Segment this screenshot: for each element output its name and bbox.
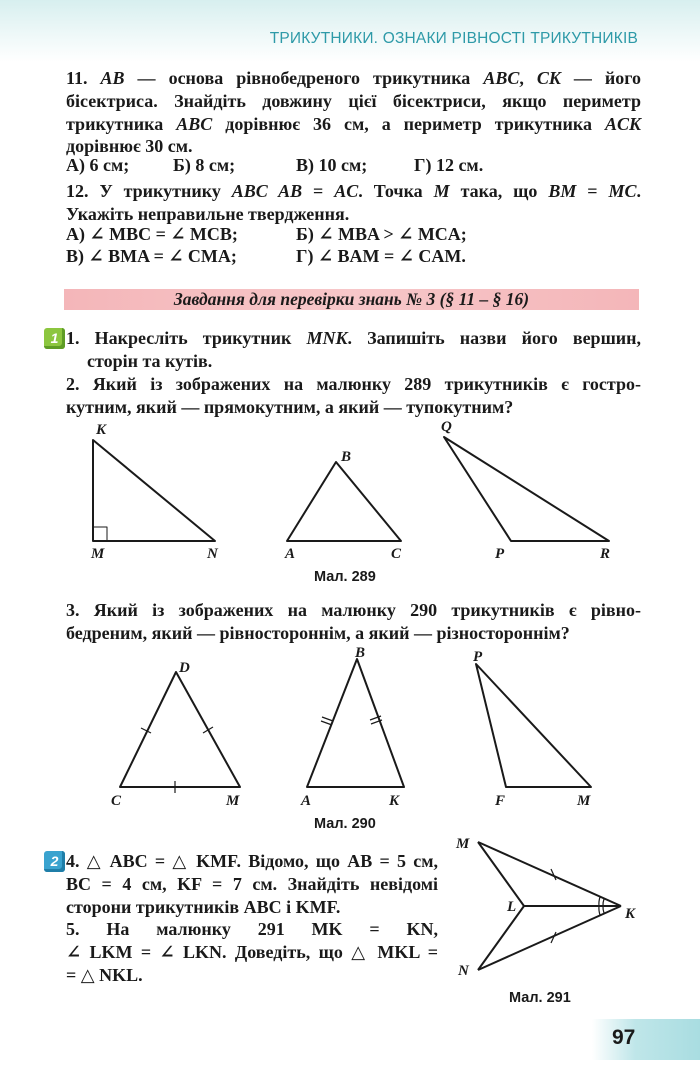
- tick-mk: [551, 869, 556, 880]
- caption-291: Мал. 291: [509, 990, 571, 1006]
- label-l4: L: [507, 899, 517, 915]
- label-k2: K: [389, 793, 400, 809]
- right-triangle-kmn: [93, 440, 215, 541]
- tick-dm: [203, 727, 213, 733]
- angle-arc-upper-2: [603, 899, 604, 906]
- equilateral-triangle-dcm: [120, 672, 240, 787]
- label-n: N: [207, 546, 218, 562]
- task-3: [66, 599, 641, 645]
- scalene-triangle-pfm: [476, 664, 591, 787]
- label-m: M: [91, 546, 105, 562]
- answer-12-c: В) ∠ BMA = ∠ CMA;: [66, 246, 237, 266]
- angle-arc-upper: [599, 897, 600, 906]
- isosceles-triangle-bak: [307, 659, 404, 787]
- tick-bk-2: [371, 720, 382, 724]
- acute-triangle-abc: [287, 462, 401, 541]
- task-2: [66, 373, 641, 419]
- answer-11-b: Б) 8 см;: [173, 155, 236, 175]
- segment-nl: [478, 906, 524, 970]
- answer-12-b: Б) ∠ MBA > ∠ MCA;: [296, 224, 467, 244]
- label-k4: K: [625, 906, 636, 922]
- angle-arc-lower: [599, 906, 600, 915]
- task-4-line-3: сторони трикутників ABC і KMF.: [66, 896, 341, 917]
- tick-bk-1: [370, 716, 381, 720]
- label-b2: B: [355, 645, 366, 661]
- tick-ab-1: [322, 717, 333, 721]
- label-m2: M: [226, 793, 240, 809]
- task-5: [66, 918, 438, 986]
- label-f2: F: [495, 793, 506, 809]
- section-title: Завдання для перевірки знань № 3 (§ 11 – § 16): [64, 289, 639, 310]
- task-4: [66, 850, 438, 918]
- segment-nk: [478, 906, 621, 970]
- problem-12-line-2: Укажіть неправильне твердження.: [66, 203, 350, 224]
- answer-12-d: Г) ∠ BAM = ∠ CAM.: [296, 246, 466, 266]
- label-b: B: [341, 449, 352, 465]
- label-c: C: [391, 546, 402, 562]
- task-1: [66, 327, 641, 373]
- task-2-line-2: кутним, який — прямокутним, а який — тупокутним?: [66, 396, 514, 417]
- label-a: A: [285, 546, 296, 562]
- obtuse-triangle-qpr: [444, 437, 609, 541]
- problem-11-line-3: трикутника ABC дорівнює 36 см, а периметр трикутника ACK: [66, 113, 641, 134]
- label-p2: P: [473, 649, 483, 665]
- segment-ml: [478, 842, 524, 906]
- label-r: R: [600, 546, 611, 562]
- answer-11-d: Г) 12 см.: [414, 155, 484, 175]
- task-5-line-1: 5. На малюнку 291 MK = KN,: [66, 919, 438, 939]
- problem-12-line-1: 12. У трикутнику ABC AB = AC. Точка M така, що BM = MC.: [66, 181, 641, 201]
- problem-11-line-4: дорівнює 30 см.: [66, 136, 193, 157]
- answer-11-c: В) 10 см;: [296, 155, 368, 175]
- label-m4: M: [456, 836, 470, 852]
- task-3-line-2: бедреним, який — рівностороннім, а який — різностороннім?: [66, 622, 570, 643]
- task-4-line-1: 4. △ ABC = △ KMF. Відомо, що AB = 5 см,: [66, 851, 438, 871]
- label-n4: N: [458, 963, 469, 979]
- label-p: P: [495, 546, 505, 562]
- task-3-line-1: 3. Який із зображених на малюнку 290 трикутників є рівно-: [66, 600, 641, 620]
- label-c2: C: [111, 793, 122, 809]
- label-k: K: [96, 422, 107, 438]
- label-d: D: [179, 660, 190, 676]
- caption-290: Мал. 290: [314, 816, 376, 832]
- task-2-line-1: 2. Який із зображених на малюнку 289 трикутників є гостро-: [66, 374, 641, 394]
- running-header: ТРИКУТНИКИ. ОЗНАКИ РІВНОСТІ ТРИКУТНИКІВ: [269, 30, 638, 47]
- problem-11: [66, 67, 641, 158]
- task-1-line-2: сторін та кутів.: [87, 350, 213, 371]
- level-1-icon: 1: [44, 328, 65, 349]
- segment-mk: [478, 842, 621, 906]
- page-number-band: [592, 1019, 700, 1060]
- task-4-line-2: BC = 4 см, KF = 7 см. Знайдіть невідомі: [66, 873, 438, 894]
- level-2-icon: 2: [44, 851, 65, 872]
- task-5-line-2: ∠ LKM = ∠ LKN. Доведіть, що △ MKL =: [66, 941, 438, 962]
- problem-12: [66, 180, 641, 226]
- right-angle-mark: [93, 527, 107, 541]
- tick-nk: [551, 932, 556, 943]
- label-m3: M: [577, 793, 591, 809]
- answer-12-a: А) ∠ MBC = ∠ MCB;: [66, 224, 238, 244]
- caption-289: Мал. 289: [314, 569, 376, 585]
- tick-dc: [141, 728, 151, 733]
- task-1-line-1: 1. Накресліть трикутник MNK. Запишіть назви його вершин,: [66, 328, 642, 348]
- task-5-line-3: = △ NKL.: [66, 964, 143, 985]
- answer-11-a: А) 6 см;: [66, 155, 130, 175]
- problem-11-line-1: 11. AB — основа рівнобедреного трикутника ABC, CK — його: [66, 68, 641, 88]
- page-number: 97: [612, 1026, 636, 1049]
- label-a2: A: [301, 793, 312, 809]
- problem-11-line-2: бісектриса. Знайдіть довжину цієї бісектриси, якщо периметр: [66, 90, 641, 111]
- label-q: Q: [441, 419, 452, 435]
- tick-ab-2: [321, 721, 332, 725]
- angle-arc-lower-2: [603, 906, 604, 913]
